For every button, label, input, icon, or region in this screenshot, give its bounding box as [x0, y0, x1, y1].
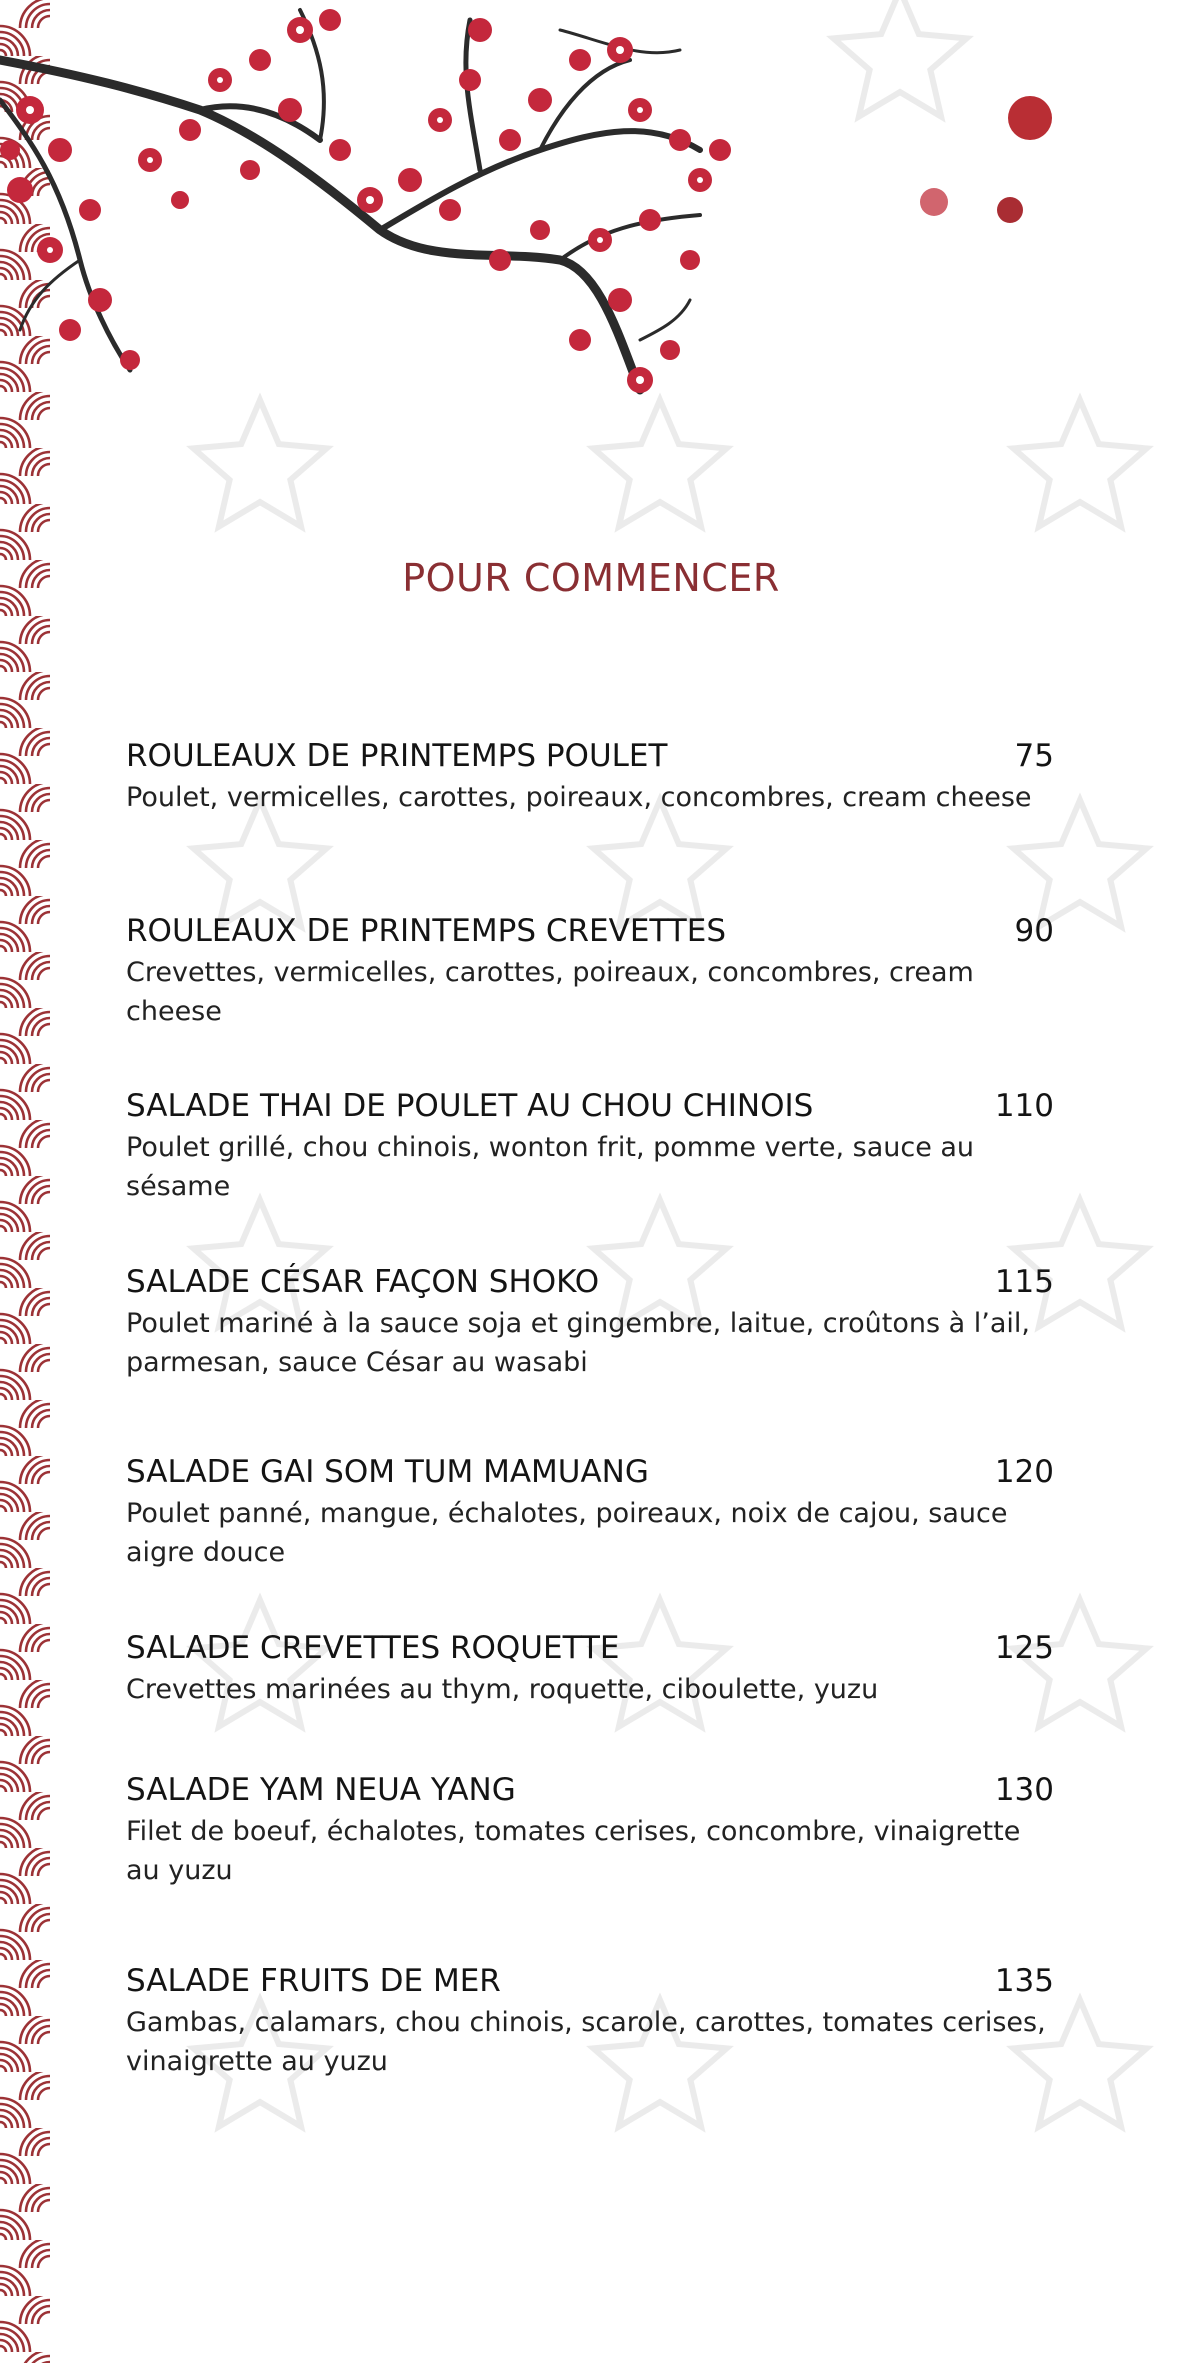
menu-item-price: 110: [994, 1088, 1054, 1124]
menu-item: [126, 1963, 1054, 2081]
menu-item-description: Gambas, calamars, chou chinois, scarole, carottes, tomates cerises, vinaigrette au yuzu: [126, 2007, 1046, 2077]
menu-item-price: 120: [994, 1454, 1054, 1490]
cherry-blossom-branch-illustration: [0, 0, 760, 420]
menu-item-price: 115: [994, 1264, 1054, 1300]
menu-item: [126, 1454, 1054, 1572]
menu-item-name: SALADE FRUITS DE MER: [126, 1963, 501, 1999]
menu-item-price: 90: [1014, 913, 1054, 949]
menu-item-description: Poulet mariné à la sauce soja et gingembre, laitue, croûtons à l’ail, parmesan, sauce César au wasabi: [126, 1308, 1030, 1378]
menu-item-header: [126, 1454, 1054, 1496]
menu-item: [126, 1772, 1054, 1890]
menu-item-description: Poulet grillé, chou chinois, wonton frit, pomme verte, sauce au sésame: [126, 1132, 975, 1202]
menu-item-description: Crevettes, vermicelles, carottes, poireaux, concombres, cream cheese: [126, 957, 974, 1027]
menu-item-name: SALADE YAM NEUA YANG: [126, 1772, 516, 1808]
menu-item-header: [126, 1088, 1054, 1130]
decorative-dots: [900, 90, 1060, 240]
menu-item-description: Poulet panné, mangue, échalotes, poireaux, noix de cajou, sauce aigre douce: [126, 1498, 1008, 1568]
menu-item: [126, 1088, 1054, 1206]
menu-item-description: Crevettes marinées au thym, roquette, ciboulette, yuzu: [126, 1674, 879, 1705]
menu-item-name: SALADE THAI DE POULET AU CHOU CHINOIS: [126, 1088, 814, 1124]
menu-item-price: 125: [994, 1630, 1054, 1666]
menu-item-header: [126, 1630, 1054, 1672]
menu-item-name: SALADE CREVETTES ROQUETTE: [126, 1630, 620, 1666]
menu-item-name: ROULEAUX DE PRINTEMPS POULET: [126, 738, 668, 774]
menu-item-header: [126, 1264, 1054, 1306]
menu-item-price: 135: [994, 1963, 1054, 1999]
watermark-star-icon: [1013, 800, 1146, 927]
menu-item-header: [126, 1772, 1054, 1814]
menu-item-header: [126, 1963, 1054, 2005]
menu-item-name: SALADE GAI SOM TUM MAMUANG: [126, 1454, 649, 1490]
menu-item-name: ROULEAUX DE PRINTEMPS CREVETTES: [126, 913, 727, 949]
menu-item: [126, 1630, 1054, 1709]
watermark-star-icon: [1013, 400, 1146, 527]
menu-item-name: SALADE CÉSAR FAÇON SHOKO: [126, 1264, 600, 1300]
menu-item: [126, 738, 1054, 817]
menu-item-header: [126, 913, 1054, 955]
menu-item: [126, 913, 1054, 1031]
watermark-star-icon: [593, 800, 726, 927]
menu-item-description: Filet de boeuf, échalotes, tomates cerises, concombre, vinaigrette au yuzu: [126, 1816, 1021, 1886]
watermark-star-icon: [193, 800, 326, 927]
menu-item-price: 130: [994, 1772, 1054, 1808]
menu-item: [126, 1264, 1054, 1382]
menu-item-header: [126, 738, 1054, 780]
menu-item-price: 75: [1014, 738, 1054, 774]
menu-item-description: Poulet, vermicelles, carottes, poireaux, concombres, cream cheese: [126, 782, 1032, 813]
section-title: POUR COMMENCER: [402, 556, 780, 600]
